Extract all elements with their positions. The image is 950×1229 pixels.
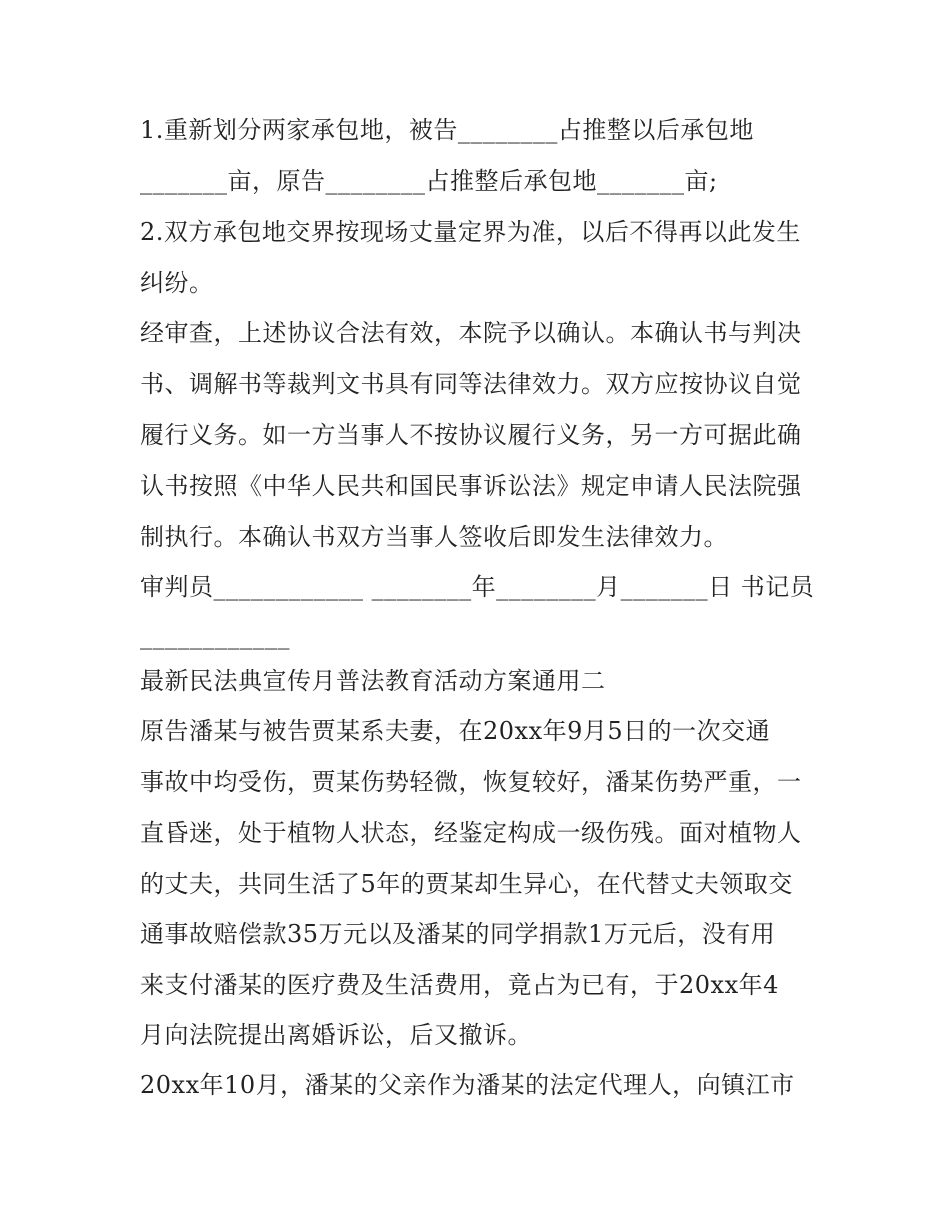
text-line: _______亩，原告________占推整后承包地_______亩; — [140, 167, 718, 195]
signature-line-continued: ____________ — [140, 622, 290, 650]
signature-line: 审判员____________ ________年________月_______日 书记员 — [140, 573, 815, 601]
text-line: 来支付潘某的医疗费及生活费用，竟占为已有，于20xx年4 — [140, 971, 779, 999]
text-line: 履行义务。如一方当事人不按协议履行义务，另一方可据此确 — [140, 421, 802, 449]
text-line: 经审查，上述协议合法有效，本院予以确认。本确认书与判决 — [140, 319, 802, 347]
text-line: 原告潘某与被告贾某系夫妻，在20xx年9月5日的一次交通 — [140, 717, 771, 745]
text-line: 认书按照《中华人民共和国民事诉讼法》规定申请人民法院强 — [140, 472, 802, 500]
text-line: 事故中均受伤，贾某伤势轻微，恢复较好，潘某伤势严重，一 — [140, 768, 802, 796]
text-line: 纠纷。 — [140, 269, 214, 297]
text-line: 通事故赔偿款35万元以及潘某的同学捐款1万元后，没有用 — [140, 920, 776, 948]
text-line: 制执行。本确认书双方当事人签收后即发生法律效力。 — [140, 523, 728, 551]
text-line: 直昏迷，处于植物人状态，经鉴定构成一级伤残。面对植物人 — [140, 819, 802, 847]
text-line: 1.重新划分两家承包地，被告________占推整以后承包地 — [140, 116, 754, 144]
section-heading: 最新民法典宣传月普法教育活动方案通用二 — [140, 667, 606, 695]
text-line: 月向法院提出离婚诉讼，后又撤诉。 — [140, 1021, 532, 1049]
text-line: 20xx年10月，潘某的父亲作为潘某的法定代理人，向镇江市 — [140, 1071, 795, 1099]
text-line: 书、调解书等裁判文书具有同等法律效力。双方应按协议自觉 — [140, 370, 802, 398]
text-line: 2.双方承包地交界按现场丈量定界为准，以后不得再以此发生 — [140, 218, 801, 246]
text-line: 的丈夫，共同生活了5年的贾某却生异心，在代替丈夫领取交 — [140, 870, 793, 898]
